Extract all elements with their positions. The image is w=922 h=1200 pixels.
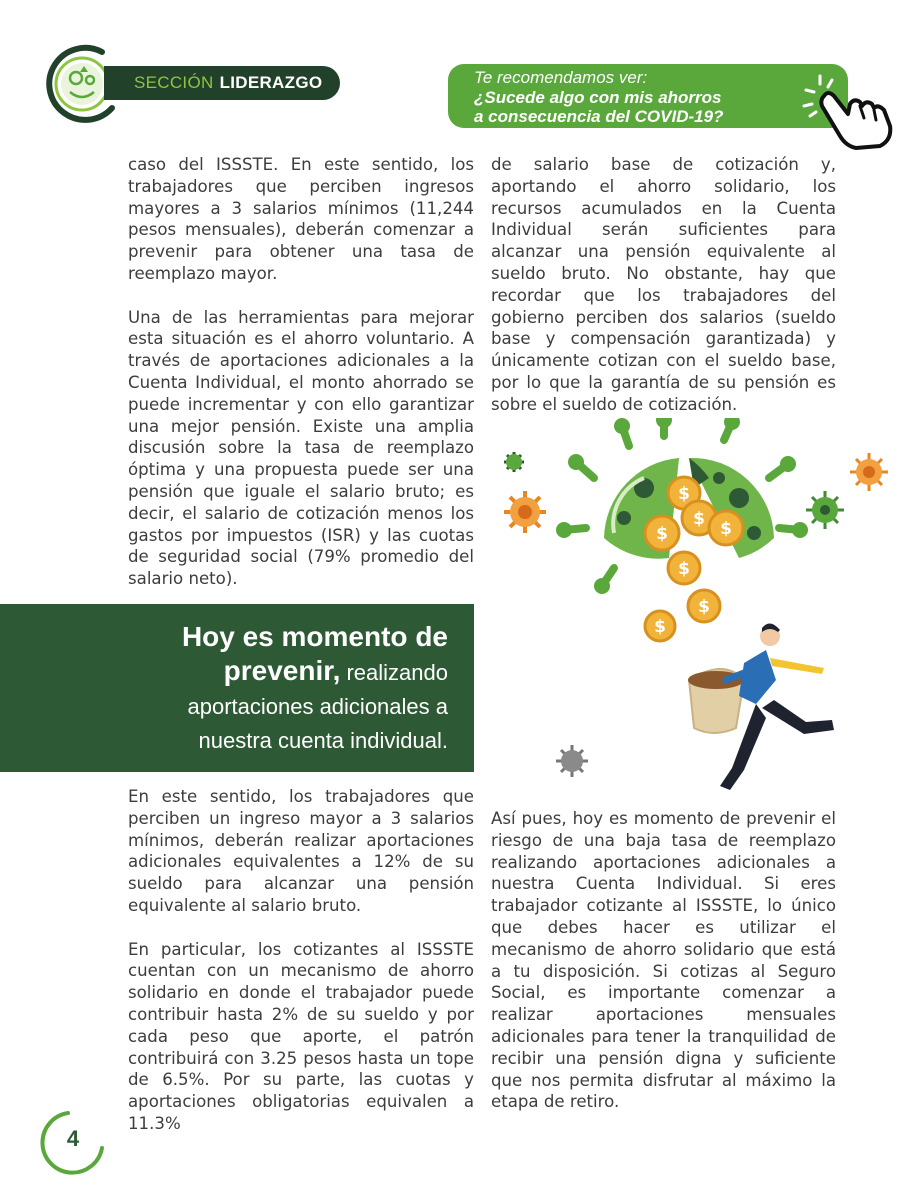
callout-line2-bold: prevenir, — [223, 655, 341, 686]
svg-text:$: $ — [693, 509, 705, 529]
recommend-title-line2: a consecuencia del COVID-19? — [474, 107, 724, 126]
left-column-top — [128, 154, 474, 590]
paragraph: de salario base de cotización y, aportando el ahorro solidario, los recursos acumulados en la Cuenta Individual serán suficientes para alcanzar una pensión equivalente al sueldo bruto. No obstante, hay que recordar que los trabajadores del gobierno perciben dos salarios (sueldo base y compensación garantizada) y únicamente cotizan con el sueldo base, por lo que la garantía de su pensión es sobre el sueldo de cotización. — [491, 155, 836, 414]
callout-line2-rest: realizando — [340, 660, 448, 685]
paragraph: Así pues, hoy es momento de prevenir el riesgo de una baja tasa de reemplazo realizando aportaciones adicionales a nuestra Cuenta Individual. Si eres trabajador cotizante al ISSSTE, lo único que debes hacer es utilizar el mecanismo de ahorro solidario que está a tu disposición. Si cotizas al Seguro Social, es importante comenzar a realizar aportaciones mensuales adicionales para tener la tranquilidad de recibir una pensión digna y suficiente que nos permita disfrutar al máximo la etapa de retiro. — [491, 809, 836, 1112]
page-number: 4 — [66, 1126, 80, 1151]
svg-text:$: $ — [656, 524, 668, 544]
svg-text:$: $ — [720, 519, 732, 539]
paragraph: En este sentido, los trabajadores que perciben un ingreso mayor a 3 salarios mínimos, deberán realizar aportaciones adicionales equivalentes a 12% de su sueldo para alcanzar una pensión equivalente al salario bruto. — [128, 787, 474, 915]
recommendation-link[interactable] — [448, 64, 848, 128]
pointing-hand-icon — [796, 70, 896, 150]
svg-text:$: $ — [654, 617, 666, 637]
right-column-bottom — [491, 808, 836, 1113]
callout-line3: aportaciones adicionales a — [187, 694, 448, 719]
running-man-icon — [688, 623, 834, 790]
svg-text:$: $ — [678, 559, 690, 579]
svg-text:$: $ — [698, 597, 710, 617]
section-name: LIDERAZGO — [219, 73, 323, 92]
paragraph: caso del ISSSTE. En este sentido, los trabajadores que perciben ingresos mayores a 3 salarios mínimos (11,244 pesos mensuales), deberán comenzar a prevenir para obtener una tasa de reemplazo mayor. — [128, 155, 474, 283]
svg-text:$: $ — [678, 484, 690, 504]
virus-money-illustration — [494, 418, 894, 803]
section-label: SECCIÓN — [134, 73, 214, 92]
paragraph: En particular, los cotizantes al ISSSTE cuentan con un mecanismo de ahorro solidario en donde el trabajador puede contribuir hasta 2% de su sueldo y por cada peso que aporte, el patrón contribuirá con 3.25 pesos hasta un tope de 6.5%. Por su parte, las cuotas y aportaciones obligatorias equivalen a 11.3% — [128, 939, 474, 1133]
section-pill — [104, 66, 340, 100]
recommend-intro: Te recomendamos ver: — [474, 68, 648, 87]
right-column-top — [491, 154, 836, 416]
callout-line4: nuestra cuenta individual. — [198, 728, 448, 753]
callout-box — [0, 604, 474, 772]
left-column-bottom — [128, 786, 474, 1135]
callout-line1: Hoy es momento de — [181, 621, 448, 652]
paragraph: Una de las herramientas para mejorar esta situación es el ahorro voluntario. A través de aportaciones adicionales a la Cuenta Individual, el monto ahorrado se puede incrementar y con ello garantizar una mejor pensión. Existe una amplia discusión sobre la tasa de reemplazo óptima y una propuesta puede ser una pensión que iguale el salario bruto; es decir, el salario de cotización menos los gastos por impuestos (ISR) y las cuotas de seguridad social (79% promedio del salario neto). — [128, 307, 474, 589]
recommend-title-line1: ¿Sucede algo con mis ahorros — [474, 88, 722, 107]
